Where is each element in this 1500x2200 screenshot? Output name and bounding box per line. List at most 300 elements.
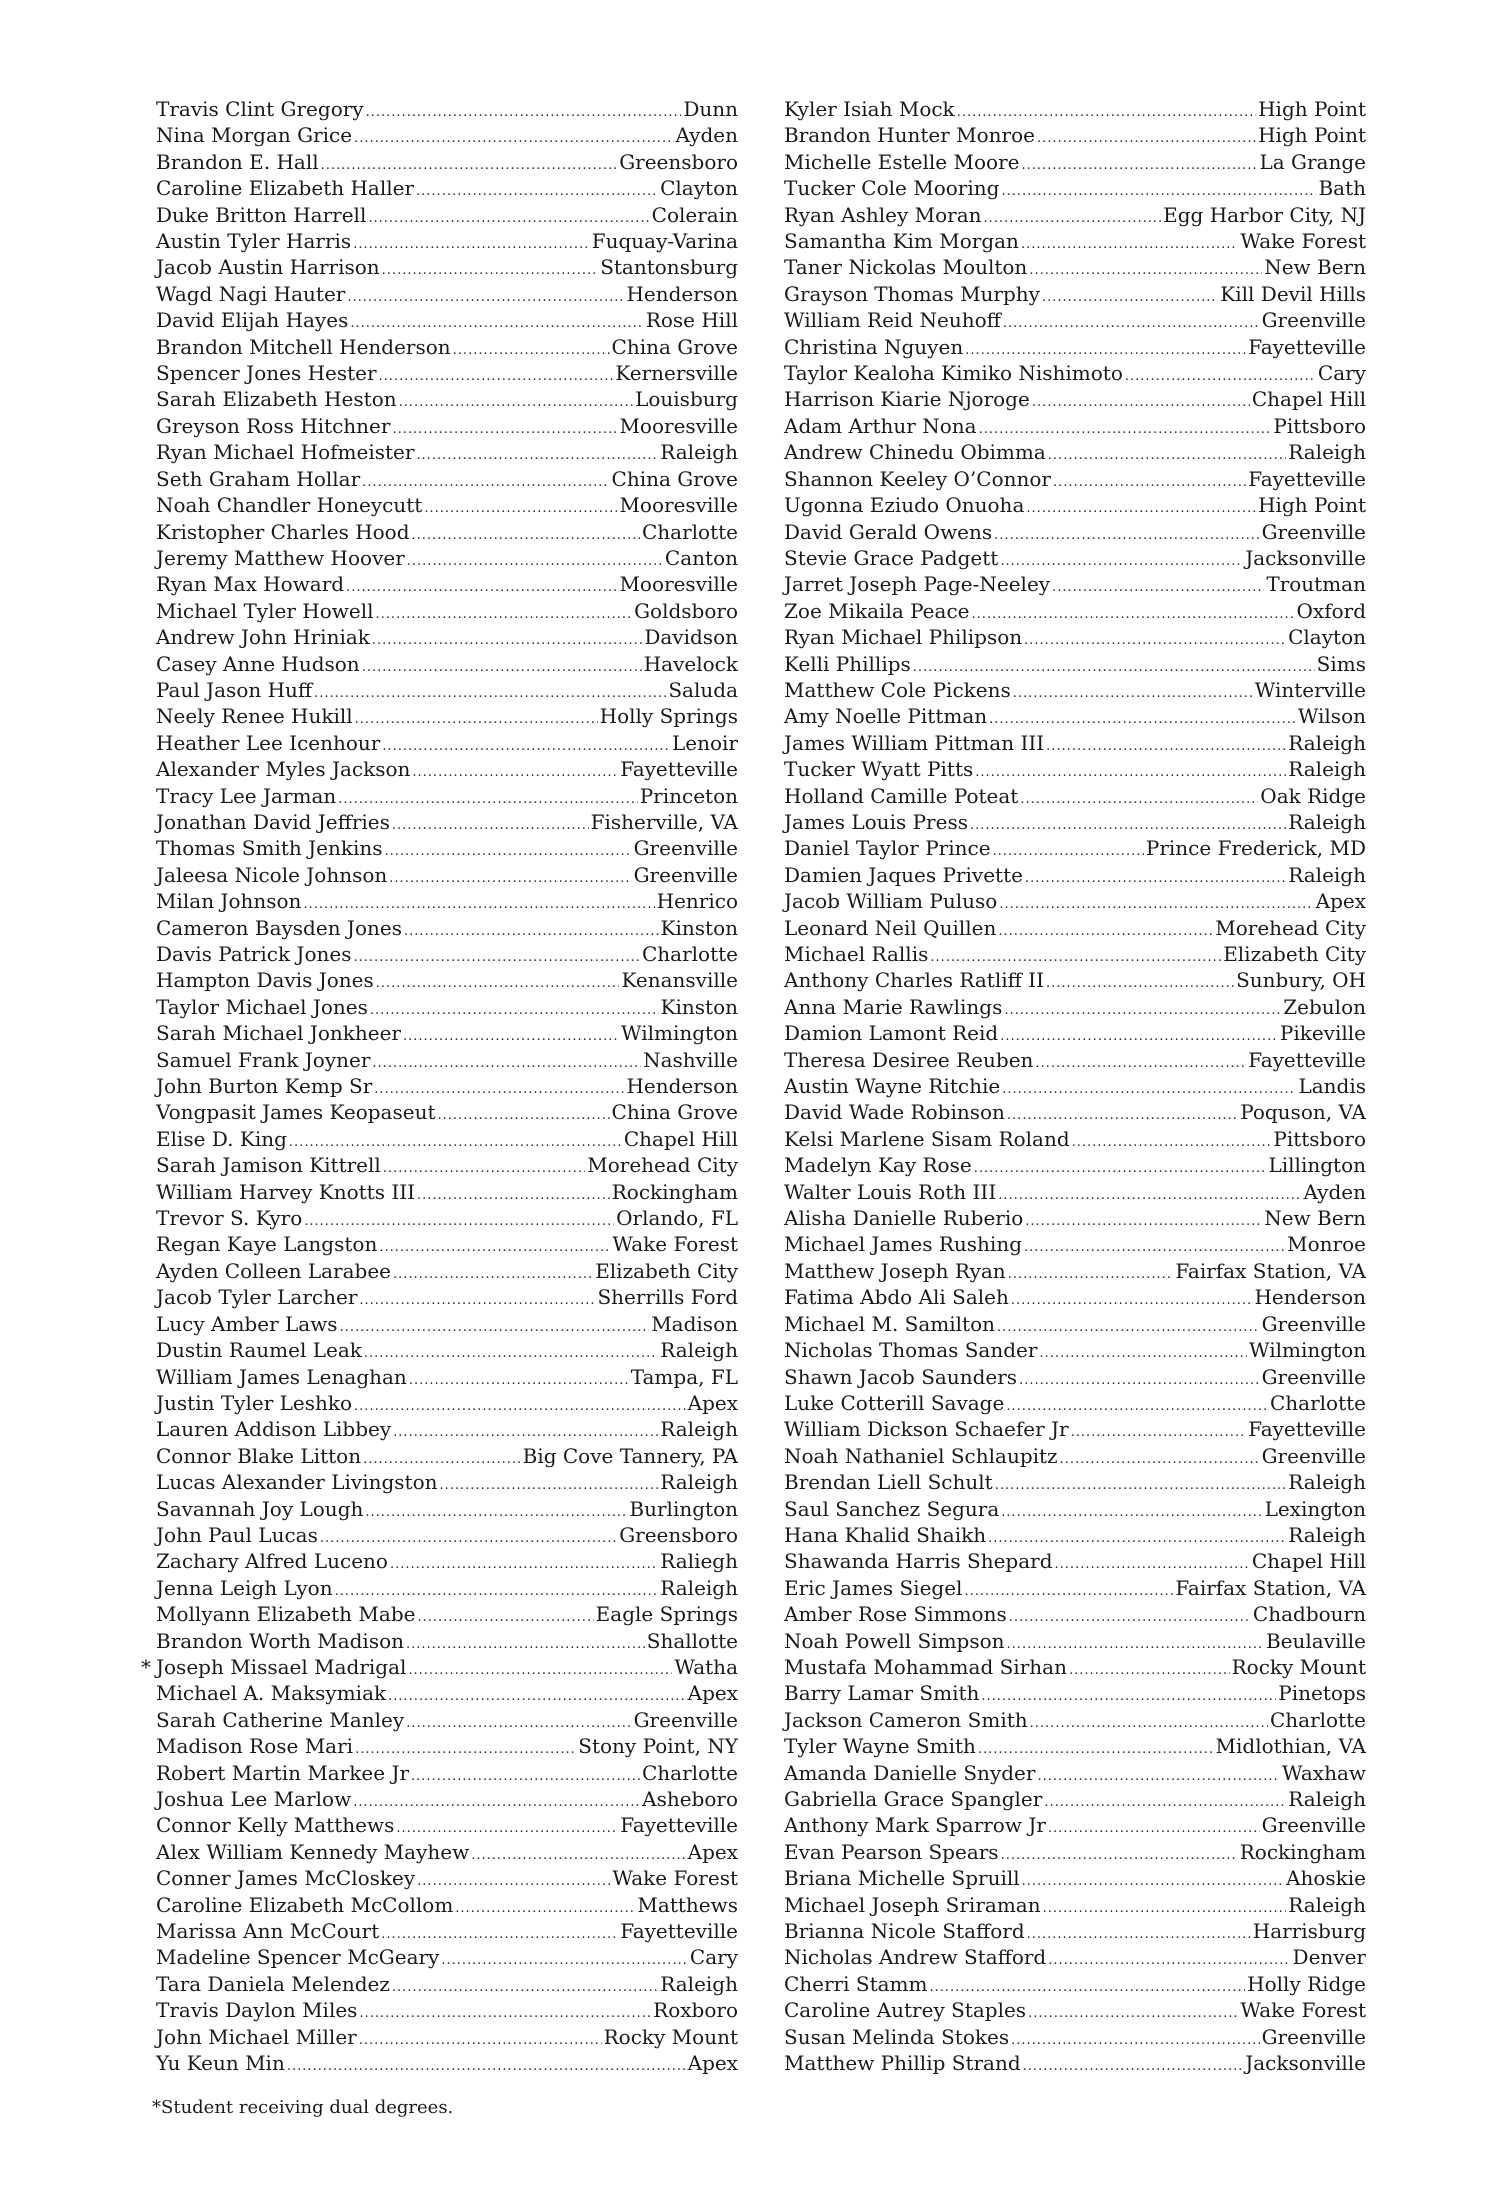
graduate-name: Zachary Alfred Luceno: [156, 1549, 388, 1574]
graduate-name: Austin Wayne Ritchie: [784, 1074, 1001, 1099]
hometown: Pinetops: [1278, 1681, 1366, 1706]
list-item: [156, 1073, 738, 1099]
hometown: Ayden: [675, 123, 738, 148]
hometown: Bath: [1318, 176, 1366, 201]
hometown: Rocky Mount: [603, 2024, 738, 2049]
list-item: [156, 1865, 738, 1891]
graduate-name: Ayden Colleen Larabee: [156, 1258, 392, 1283]
graduate-name: Ryan Max Howard: [156, 572, 345, 597]
hometown: Lillington: [1268, 1153, 1366, 1178]
hometown: Rockingham: [1239, 1839, 1366, 1864]
hometown: Havelock: [643, 651, 738, 676]
hometown: Mooresville: [619, 572, 738, 597]
graduate-name: Andrew Chinedu Obimma: [784, 440, 1046, 465]
list-item: [156, 888, 738, 914]
graduate-name: Daniel Taylor Prince: [784, 836, 991, 861]
graduate-name: Sarah Michael Jonkheer: [156, 1021, 401, 1046]
graduate-name: Hampton Davis Jones: [156, 968, 374, 993]
graduate-name: Madelyn Kay Rose: [784, 1153, 972, 1178]
hometown: Big Cove Tannery, PA: [522, 1443, 738, 1468]
list-item: [156, 439, 738, 465]
list-item: [156, 228, 738, 254]
list-item: [784, 1416, 1366, 1442]
hometown: Mooresville: [619, 413, 738, 438]
hometown: Rockingham: [611, 1179, 738, 1204]
hometown: Greenville: [633, 836, 738, 861]
hometown: Raleigh: [1288, 757, 1366, 782]
list-item: [156, 334, 738, 360]
hometown: Greensboro: [619, 149, 738, 174]
list-item: [156, 175, 738, 201]
list-item: [156, 1152, 738, 1178]
list-item: [156, 624, 738, 650]
list-item: [156, 571, 738, 597]
list-item: [784, 1865, 1366, 1891]
graduate-name: Kelli Phillips: [784, 651, 911, 676]
graduate-name: Lauren Addison Libbey: [156, 1417, 392, 1442]
hometown: Zebulon: [1283, 994, 1366, 1019]
graduate-name: Travis Clint Gregory: [156, 97, 364, 121]
list-item: [784, 1179, 1366, 1205]
hometown: Henderson: [1254, 1285, 1366, 1310]
list-item: [784, 1258, 1366, 1284]
hometown: Raleigh: [1288, 862, 1366, 887]
graduate-name: Leonard Neil Quillen: [784, 915, 997, 940]
hometown: Apex: [1315, 889, 1366, 914]
list-item: [156, 1311, 738, 1337]
hometown: Raleigh: [1288, 440, 1366, 465]
hometown: Ahoskie: [1286, 1866, 1366, 1891]
graduate-name: Milan Johnson: [156, 889, 302, 914]
list-item: [156, 1575, 738, 1601]
list-item: [784, 1548, 1366, 1574]
hometown: Apex: [687, 1839, 738, 1864]
right-column: [784, 96, 1366, 2076]
graduate-name: Stevie Grace Padgett: [784, 545, 999, 570]
hometown: Goldsboro: [634, 598, 738, 623]
list-item: [784, 1971, 1366, 1997]
graduate-name: Vongpasit James Keopaseut: [156, 1100, 436, 1125]
graduate-name: Caroline Autrey Staples: [784, 1998, 1027, 2023]
hometown: Greenville: [1261, 1813, 1366, 1838]
list-item: [156, 1126, 738, 1152]
graduate-name: Casey Anne Hudson: [156, 651, 360, 676]
graduate-name: Jonathan David Jeffries: [156, 809, 390, 834]
graduate-name: Damion Lamont Reid: [784, 1021, 999, 1046]
list-item: [784, 598, 1366, 624]
list-item: [156, 1839, 738, 1865]
graduate-name: Tucker Wyatt Pitts: [784, 757, 974, 782]
graduate-name: Susan Melinda Stokes: [784, 2024, 1010, 2049]
list-item: [156, 545, 738, 571]
graduate-name: Shawanda Harris Shepard: [784, 1549, 1053, 1574]
hometown: Eagle Springs: [595, 1602, 738, 1627]
hometown: Morehead City: [587, 1153, 738, 1178]
graduate-name: Neely Renee Hukill: [156, 704, 353, 729]
hometown: New Bern: [1264, 1206, 1366, 1231]
list-item: [784, 254, 1366, 280]
graduate-name: Lucas Alexander Livingston: [156, 1470, 438, 1495]
hometown: Henderson: [626, 281, 738, 306]
hometown: Charlotte: [641, 942, 738, 966]
hometown: Fayetteville: [1248, 1047, 1366, 1072]
graduate-name: Tyler Wayne Smith: [784, 1734, 976, 1759]
list-item: [784, 360, 1366, 386]
list-item: [784, 1918, 1366, 1944]
graduate-name: Jarret Joseph Page-Neeley: [784, 572, 1051, 597]
list-item: [784, 1839, 1366, 1865]
graduate-name: Matthew Joseph Ryan: [784, 1258, 1006, 1283]
graduate-name: Harrison Kiarie Njoroge: [784, 387, 1030, 412]
graduate-name: Alex William Kennedy Mayhew: [156, 1839, 470, 1864]
hometown: Beulaville: [1265, 1628, 1366, 1653]
list-item: [784, 1522, 1366, 1548]
graduate-name: Eric James Siegel: [784, 1575, 963, 1600]
hometown: Kinston: [660, 994, 738, 1019]
list-item: [156, 254, 738, 280]
graduate-name: Caroline Elizabeth Haller: [156, 176, 415, 201]
list-item: [784, 1152, 1366, 1178]
list-item: [156, 941, 738, 967]
graduate-name: William Harvey Knotts III: [156, 1179, 416, 1204]
list-item: [156, 1786, 738, 1812]
graduate-name: Sarah Elizabeth Heston: [156, 387, 397, 412]
hometown: Mooresville: [619, 493, 738, 518]
list-item: [784, 1628, 1366, 1654]
list-item: [156, 703, 738, 729]
graduate-name: Tara Daniela Melendez: [156, 1971, 390, 1996]
hometown: Holly Springs: [599, 704, 738, 729]
list-item: [156, 413, 738, 439]
list-item: [784, 492, 1366, 518]
list-item: [784, 1284, 1366, 1310]
hometown: Kenansville: [621, 968, 738, 993]
hometown: Stantonsburg: [600, 255, 738, 280]
graduate-name: Brendan Liell Schult: [784, 1470, 993, 1495]
hometown: Wake Forest: [1240, 1998, 1366, 2023]
hometown: Raleigh: [660, 1971, 738, 1996]
list-item: [156, 307, 738, 333]
list-item: [784, 466, 1366, 492]
list-item: [784, 1311, 1366, 1337]
hometown: Jacksonville: [1245, 545, 1366, 570]
hometown: Raleigh: [1288, 730, 1366, 755]
list-item: [156, 1284, 738, 1310]
hometown: Princeton: [639, 783, 738, 808]
graduate-name: Jacob William Puluso: [784, 889, 998, 914]
graduate-name: Joseph Missael Madrigal: [156, 1654, 407, 1679]
hometown: Stony Point, NY: [578, 1734, 738, 1759]
list-item: [784, 307, 1366, 333]
hometown: Rose Hill: [645, 308, 738, 333]
list-item: [784, 1469, 1366, 1495]
hometown: Wilmington: [1248, 1338, 1366, 1363]
list-item: [784, 915, 1366, 941]
hometown: Jacksonville: [1245, 2051, 1366, 2076]
hometown: Colerain: [651, 202, 738, 227]
list-item: [784, 1944, 1366, 1970]
graduate-name: Theresa Desiree Reuben: [784, 1047, 1034, 1072]
hometown: Wilmington: [620, 1021, 738, 1046]
graduate-name: Mollyann Elizabeth Mabe: [156, 1602, 416, 1627]
hometown: Tampa, FL: [630, 1364, 738, 1389]
hometown: Raleigh: [660, 1575, 738, 1600]
list-item: [784, 1390, 1366, 1416]
hometown: Greenville: [1261, 519, 1366, 544]
hometown: Sunbury, OH: [1236, 968, 1366, 993]
graduate-name: Madeline Spencer McGeary: [156, 1945, 440, 1970]
hometown: Ayden: [1303, 1179, 1366, 1204]
graduate-name: Thomas Smith Jenkins: [156, 836, 383, 861]
list-item: [784, 2024, 1366, 2050]
list-item: [156, 1918, 738, 1944]
hometown: Dunn: [683, 97, 738, 121]
hometown: Greensboro: [619, 1522, 738, 1547]
hometown: Harrisburg: [1252, 1919, 1366, 1944]
graduate-name: Amber Rose Simmons: [784, 1602, 1007, 1627]
list-item: [784, 1707, 1366, 1733]
graduate-name: Conner James McCloskey: [156, 1866, 416, 1891]
list-item: [784, 281, 1366, 307]
graduate-name: Ryan Michael Hofmeister: [156, 440, 415, 465]
graduate-name: Taylor Kealoha Kimiko Nishimoto: [784, 361, 1123, 386]
list-item: [156, 1892, 738, 1918]
graduate-name: Kelsi Marlene Sisam Roland: [784, 1126, 1070, 1151]
graduate-name: Justin Tyler Leshko: [156, 1390, 353, 1415]
hometown: Apex: [687, 1390, 738, 1415]
graduate-name: Michael Tyler Howell: [156, 598, 374, 623]
hometown: Fayetteville: [1248, 466, 1366, 491]
hometown: Raleigh: [1288, 1892, 1366, 1917]
graduate-name: Christina Nguyen: [784, 334, 964, 359]
list-item: [784, 1047, 1366, 1073]
hometown: Clayton: [1288, 625, 1366, 650]
hometown: Oak Ridge: [1260, 783, 1366, 808]
list-item: [784, 1099, 1366, 1125]
graduate-name: Michael James Rushing: [784, 1232, 1022, 1257]
list-item: [784, 1443, 1366, 1469]
list-item: [156, 915, 738, 941]
graduate-name: Mustafa Mohammad Sirhan: [784, 1654, 1067, 1679]
graduate-name: Duke Britton Harrell: [156, 202, 367, 227]
hometown: Prince Frederick, MD: [1145, 836, 1366, 861]
hometown: Kernersville: [615, 361, 738, 386]
hometown: Kill Devil Hills: [1220, 281, 1366, 306]
graduate-name: Yu Keun Min: [156, 2051, 285, 2076]
list-item: [784, 703, 1366, 729]
list-item: [784, 1020, 1366, 1046]
graduate-name: James Louis Press: [784, 809, 968, 834]
list-item: [784, 1654, 1366, 1680]
list-item: [784, 202, 1366, 228]
graduate-name: Briana Michelle Spruill: [784, 1866, 1020, 1891]
graduate-name: Saul Sanchez Segura: [784, 1496, 1000, 1521]
hometown: Greenville: [633, 862, 738, 887]
list-item: [156, 1707, 738, 1733]
graduate-name: John Burton Kemp Sr: [156, 1074, 373, 1099]
list-item: [784, 2050, 1366, 2076]
hometown: Greenville: [1261, 1443, 1366, 1468]
graduate-name: Austin Tyler Harris: [156, 229, 352, 254]
list-item: [784, 783, 1366, 809]
list-item: [156, 1047, 738, 1073]
graduate-name: Alexander Myles Jackson: [156, 757, 411, 782]
list-item: [156, 202, 738, 228]
list-item: [156, 809, 738, 835]
hometown: Fairfax Station, VA: [1175, 1258, 1366, 1283]
list-item: [156, 1416, 738, 1442]
graduate-name: Anna Marie Rawlings: [784, 994, 1003, 1019]
graduate-name: Fatima Abdo Ali Saleh: [784, 1285, 1009, 1310]
graduate-name: Jaleesa Nicole Johnson: [156, 862, 388, 887]
graduate-name: Michael A. Maksymiak: [156, 1681, 387, 1706]
graduate-name: Jeremy Matthew Hoover: [156, 545, 405, 570]
list-item: [156, 122, 738, 148]
graduate-name: Taner Nickolas Moulton: [784, 255, 1028, 280]
graduate-name: Brianna Nicole Stafford: [784, 1919, 1025, 1944]
list-item: [784, 967, 1366, 993]
hometown: Landis: [1298, 1074, 1366, 1099]
hometown: High Point: [1258, 123, 1366, 148]
list-item: [784, 122, 1366, 148]
hometown: Wilson: [1297, 704, 1366, 729]
list-item: [156, 1179, 738, 1205]
hometown: Fayetteville: [1248, 334, 1366, 359]
graduate-name: Holland Camille Poteat: [784, 783, 1019, 808]
list-item: [156, 677, 738, 703]
graduate-name: Marissa Ann McCourt: [156, 1919, 380, 1944]
dual-degree-marker: *: [141, 1654, 151, 1679]
list-item: [156, 149, 738, 175]
graduate-name: Noah Powell Simpson: [784, 1628, 1005, 1653]
list-item: [156, 835, 738, 861]
list-item: [156, 1733, 738, 1759]
list-item: [784, 1997, 1366, 2023]
graduate-name: Brandon Worth Madison: [156, 1628, 405, 1653]
hometown: Raleigh: [660, 1417, 738, 1442]
graduate-name: Jacob Tyler Larcher: [156, 1285, 358, 1310]
list-item: [156, 994, 738, 1020]
list-item: [156, 651, 738, 677]
graduate-name: David Wade Robinson: [784, 1100, 1005, 1125]
graduate-name: James William Pittman III: [784, 730, 1045, 755]
list-item: [156, 1020, 738, 1046]
graduate-name: Kyler Isiah Mock: [784, 97, 955, 121]
hometown: High Point: [1258, 97, 1366, 121]
hometown: Waxhaw: [1282, 1760, 1366, 1785]
graduate-name: Elise D. King: [156, 1126, 287, 1151]
hometown: Raleigh: [1288, 1470, 1366, 1495]
hometown: High Point: [1258, 493, 1366, 518]
hometown: Kinston: [660, 915, 738, 940]
list-item: [156, 1443, 738, 1469]
graduate-name: Grayson Thomas Murphy: [784, 281, 1040, 306]
graduate-name: Jackson Cameron Smith: [784, 1707, 1028, 1732]
hometown: Louisburg: [635, 387, 738, 412]
hometown: Sherrills Ford: [597, 1285, 738, 1310]
graduate-name: Cherri Stamm: [784, 1971, 928, 1996]
hometown: Cary: [689, 1945, 738, 1970]
graduate-name: Brandon Mitchell Henderson: [156, 334, 451, 359]
graduate-name: Michael Joseph Sriraman: [784, 1892, 1041, 1917]
hometown: Saluda: [668, 677, 738, 702]
graduate-name: Spencer Jones Hester: [156, 361, 377, 386]
graduate-name: Amanda Danielle Snyder: [784, 1760, 1036, 1785]
hometown: Raleigh: [660, 1470, 738, 1495]
graduate-name: Hana Khalid Shaikh: [784, 1522, 987, 1547]
graduate-name: Luke Cotterill Savage: [784, 1390, 1005, 1415]
list-item: [784, 1786, 1366, 1812]
hometown: Greenville: [1261, 1364, 1366, 1389]
list-item: [156, 386, 738, 412]
hometown: Charlotte: [641, 519, 738, 544]
hometown: Elizabeth City: [1223, 942, 1366, 966]
hometown: Denver: [1292, 1945, 1366, 1970]
list-item: [156, 2050, 738, 2076]
hometown: Pittsboro: [1273, 1126, 1366, 1151]
hometown: Egg Harbor City, NJ: [1163, 202, 1366, 227]
graduate-name: William James Lenaghan: [156, 1364, 407, 1389]
graduate-name: Ryan Ashley Moran: [784, 202, 982, 227]
list-item: [156, 1812, 738, 1838]
graduate-name: Shawn Jacob Saunders: [784, 1364, 1018, 1389]
hometown: Nashville: [643, 1047, 738, 1072]
list-item: [156, 1337, 738, 1363]
hometown: Wake Forest: [612, 1232, 738, 1257]
graduate-name: Michelle Estelle Moore: [784, 149, 1020, 174]
list-item: [784, 413, 1366, 439]
hometown: Henderson: [626, 1074, 738, 1099]
hometown: Raleigh: [1288, 1522, 1366, 1547]
graduate-name: Tucker Cole Mooring: [784, 176, 1000, 201]
dot-leader: [287, 2054, 686, 2080]
hometown: Midlothian, VA: [1215, 1734, 1366, 1759]
list-item: [784, 994, 1366, 1020]
graduate-name: Connor Blake Litton: [156, 1443, 362, 1468]
hometown: Apex: [687, 2051, 738, 2076]
hometown: La Grange: [1259, 149, 1366, 174]
hometown: Raliegh: [660, 1549, 738, 1574]
graduate-name: Nina Morgan Grice: [156, 123, 353, 148]
hometown: Greenville: [1261, 308, 1366, 333]
hometown: Charlotte: [641, 1760, 738, 1785]
list-item: [156, 598, 738, 624]
graduate-name: Anthony Charles Ratliff II: [784, 968, 1044, 993]
list-item: [156, 519, 738, 545]
hometown: Cary: [1317, 361, 1366, 386]
list-item: [784, 1073, 1366, 1099]
hometown: Matthews: [637, 1892, 738, 1917]
list-item: [784, 809, 1366, 835]
graduate-name: Barry Lamar Smith: [784, 1681, 980, 1706]
graduate-name: Ugonna Eziudo Onuoha: [784, 493, 1025, 518]
list-item: [784, 756, 1366, 782]
list-item: [156, 96, 738, 122]
list-item: [784, 1496, 1366, 1522]
list-item: [156, 1231, 738, 1257]
graduate-name: David Elijah Hayes: [156, 308, 349, 333]
hometown: Charlotte: [1269, 1390, 1366, 1415]
graduate-name: Trevor S. Kyro: [156, 1206, 303, 1231]
hometown: Asheboro: [642, 1787, 738, 1811]
list-item: [784, 1601, 1366, 1627]
hometown: Poquson, VA: [1240, 1100, 1366, 1125]
graduate-name: Evan Pearson Spears: [784, 1839, 999, 1864]
graduate-name: Lucy Amber Laws: [156, 1311, 338, 1336]
graduate-name: Noah Nathaniel Schlaupitz: [784, 1443, 1058, 1468]
graduate-name: Paul Jason Huff: [156, 677, 313, 702]
graduate-name: Seth Graham Hollar: [156, 466, 361, 491]
